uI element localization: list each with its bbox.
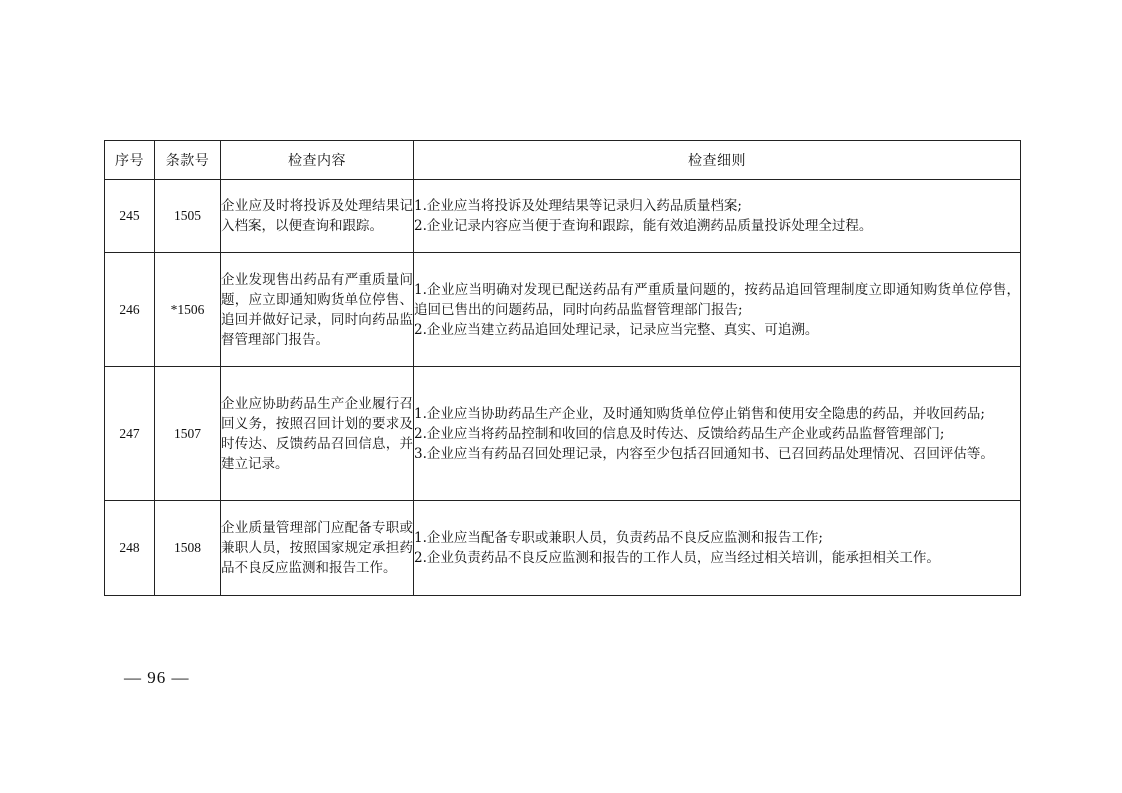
inspection-table <box>104 140 1021 596</box>
detail-item: 2.企业记录内容应当便于查询和跟踪，能有效追溯药品质量投诉处理全过程。 <box>414 218 873 234</box>
row-clause: 1507 <box>155 367 221 501</box>
row-content: 企业发现售出药品有严重质量问题，应立即通知购货单位停售、追回并做好记录，同时向药品监督管理部门报告。 <box>221 253 414 367</box>
table-row <box>105 253 1021 367</box>
detail-item: 3.企业应当有药品召回处理记录，内容至少包括召回通知书、已召回药品处理情况、召回评估等。 <box>414 445 994 462</box>
table-row <box>105 501 1021 596</box>
detail-item: 1.企业应当配备专职或兼职人员，负责药品不良反应监测和报告工作; <box>414 530 823 546</box>
row-seq: 245 <box>105 180 155 253</box>
row-details <box>414 180 1021 253</box>
detail-item: 1.企业应当明确对发现已配送药品有严重质量问题的，按药品追回管理制度立即通知购货单位停售，追回已售出的问题药品，同时向药品监督管理部门报告; <box>414 281 1020 318</box>
detail-item: 2.企业负责药品不良反应监测和报告的工作人员，应当经过相关培训，能承担相关工作。 <box>414 550 940 566</box>
row-clause: 1505 <box>155 180 221 253</box>
table-header-row <box>105 141 1021 180</box>
detail-item: 1.企业应当将投诉及处理结果等记录归入药品质量档案; <box>414 198 742 214</box>
row-details <box>414 501 1021 596</box>
row-content: 企业应及时将投诉及处理结果记入档案，以便查询和跟踪。 <box>221 180 414 253</box>
row-details <box>414 367 1021 501</box>
row-clause: *1506 <box>155 253 221 367</box>
row-details <box>414 253 1021 367</box>
header-seq: 序号 <box>105 141 155 180</box>
page-number: — 96 — <box>124 668 190 687</box>
row-content: 企业质量管理部门应配备专职或兼职人员，按照国家规定承担药品不良反应监测和报告工作。 <box>221 501 414 596</box>
row-seq: 248 <box>105 501 155 596</box>
header-content: 检查内容 <box>221 141 414 180</box>
row-seq: 247 <box>105 367 155 501</box>
detail-item: 1.企业应当协助药品生产企业，及时通知购货单位停止销售和使用安全隐患的药品，并收回药品; <box>414 405 985 422</box>
row-content: 企业应协助药品生产企业履行召回义务，按照召回计划的要求及时传达、反馈药品召回信息，并建立记录。 <box>221 367 414 501</box>
header-details: 检查细则 <box>414 141 1021 180</box>
table-row <box>105 367 1021 501</box>
detail-item: 2.企业应当建立药品追回处理记录，记录应当完整、真实、可追溯。 <box>414 321 819 338</box>
header-clause: 条款号 <box>155 141 221 180</box>
detail-item: 2.企业应当将药品控制和收回的信息及时传达、反馈给药品生产企业或药品监督管理部门; <box>414 425 945 442</box>
table-row <box>105 180 1021 253</box>
row-seq: 246 <box>105 253 155 367</box>
row-clause: 1508 <box>155 501 221 596</box>
